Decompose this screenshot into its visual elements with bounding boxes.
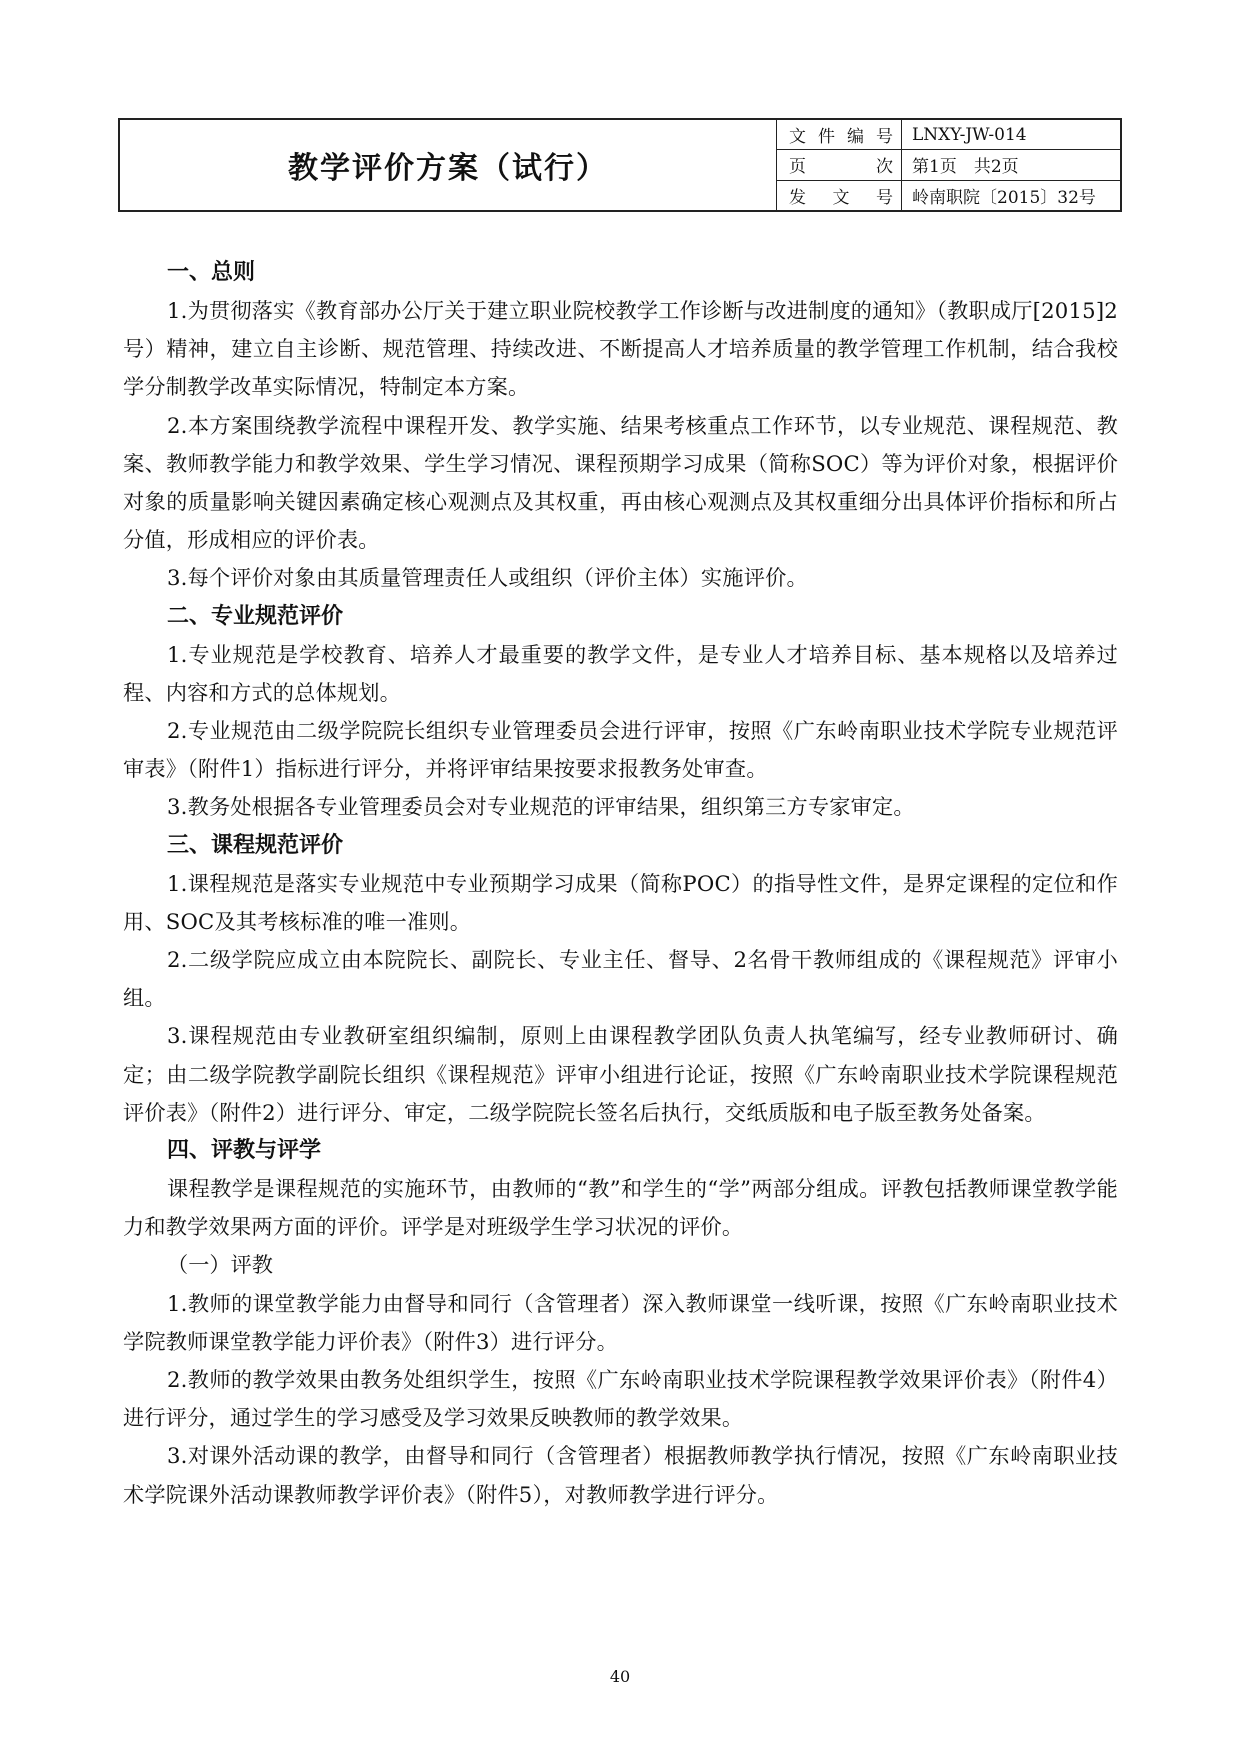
meta-value-doc-number: 岭南职院〔2015〕32号: [912, 187, 1096, 208]
meta-value-file-number: LNXY-JW-014: [912, 124, 1027, 145]
section-heading: 三、课程规范评价: [167, 832, 344, 858]
meta-label-page: [777, 150, 902, 179]
meta-row-page: [777, 150, 1120, 180]
document-body: [123, 254, 1118, 1514]
paragraph: 课程教学是课程规范的实施环节，由教师的“教”和学生的“学”两部分组成。评教包括教师课堂教学能力和教学效果两方面的评价。评学是对班级学生学习状况的评价。: [123, 1176, 1118, 1240]
paragraph: 2.本方案围绕教学流程中课程开发、教学实施、结果考核重点工作环节，以专业规范、课程规范、教案、教师教学能力和教学效果、学生学习情况、课程预期学习成果（简称SOC）等为评价对象，根据评价对象的质量影响关键因素确定核心观测点及其权重，再由核心观测点及其权重细分出具体评价指标和所占分值，形成相应的评价表。: [123, 412, 1118, 553]
meta-label-doc-number: [777, 181, 902, 210]
section-heading: 一、总则: [167, 260, 256, 285]
label-char: 号: [876, 127, 893, 148]
paragraph: 1.教师的课堂教学能力由督导和同行（含管理者）深入教师课堂一线听课，按照《广东岭南职业技术学院教师课堂教学能力评价表》（附件3）进行评分。: [123, 1290, 1118, 1354]
paragraph: 1.为贯彻落实《教育部办公厅关于建立职业院校教学工作诊断与改进制度的通知》（教职成厅[2015]2号）精神，建立自主诊断、规范管理、持续改进、不断提高人才培养质量的教学管理工作机制，结合我校学分制教学改革实际情况，特制定本方案。: [123, 298, 1118, 400]
page-number: 40: [609, 1667, 631, 1686]
label-char: 文: [832, 187, 850, 208]
paragraph: 1.课程规范是落实专业规范中专业预期学习成果（简称POC）的指导性文件，是界定课程的定位和作用、SOC及其考核标准的唯一准则。: [123, 870, 1118, 934]
label-char: 发: [789, 187, 806, 208]
paragraph: 3.课程规范由专业教研室组织编制，原则上由课程教学团队负责人执笔编写，经专业教师研讨、确定；由二级学院教学副院长组织《课程规范》评审小组进行论证，按照《广东岭南职业技术学院课程规范评价表》（附件2）进行评分、审定，二级学院院长签名后执行，交纸质版和电子版至教务处备案。: [123, 1023, 1118, 1125]
meta-value-page: 第1页 共2页: [912, 157, 1019, 178]
label-char: 件: [818, 127, 835, 148]
document-title: 教学评价方案（试行）: [120, 120, 777, 210]
meta-row-doc-number: [777, 181, 1120, 210]
label-char: 号: [876, 187, 893, 208]
paragraph: 2.专业规范由二级学院院长组织专业管理委员会进行评审，按照《广东岭南职业技术学院专业规范评审表》（附件1）指标进行评分，并将评审结果按要求报教务处审查。: [123, 718, 1118, 782]
paragraph: 2.二级学院应成立由本院院长、副院长、专业主任、督导、2名骨干教师组成的《课程规范》评审小组。: [123, 947, 1118, 1011]
paragraph: 3.每个评价对象由其质量管理责任人或组织（评价主体）实施评价。: [167, 565, 808, 591]
label-char: 次: [876, 157, 893, 178]
label-char: 文: [789, 127, 806, 148]
paragraph: 2.教师的教学效果由教务处组织学生，按照《广东岭南职业技术学院课程教学效果评价表》（附件4）进行评分，通过学生的学习感受及学习效果反映教师的教学效果。: [123, 1367, 1119, 1431]
label-char: 页: [789, 157, 806, 178]
section-heading: 二、专业规范评价: [167, 603, 344, 629]
paragraph: 3.对课外活动课的教学，由督导和同行（含管理者）根据教师教学执行情况，按照《广东岭南职业技术学院课外活动课教师教学评价表》（附件5），对教师教学进行评分。: [123, 1443, 1118, 1507]
paragraph: 1.专业规范是学校教育、培养人才最重要的教学文件，是专业人才培养目标、基本规格以及培养过程、内容和方式的总体规划。: [123, 641, 1118, 705]
meta-row-file-number: [777, 120, 1120, 150]
paragraph: 3.教务处根据各专业管理委员会对专业规范的评审结果，组织第三方专家审定。: [167, 794, 915, 820]
header-meta-table: [777, 120, 1120, 210]
document-header: [118, 118, 1122, 212]
label-char: 编: [847, 127, 864, 148]
subsection-heading: （一）评教: [167, 1252, 273, 1278]
meta-label-file-number: [777, 120, 902, 149]
section-heading: 四、评教与评学: [167, 1138, 322, 1164]
